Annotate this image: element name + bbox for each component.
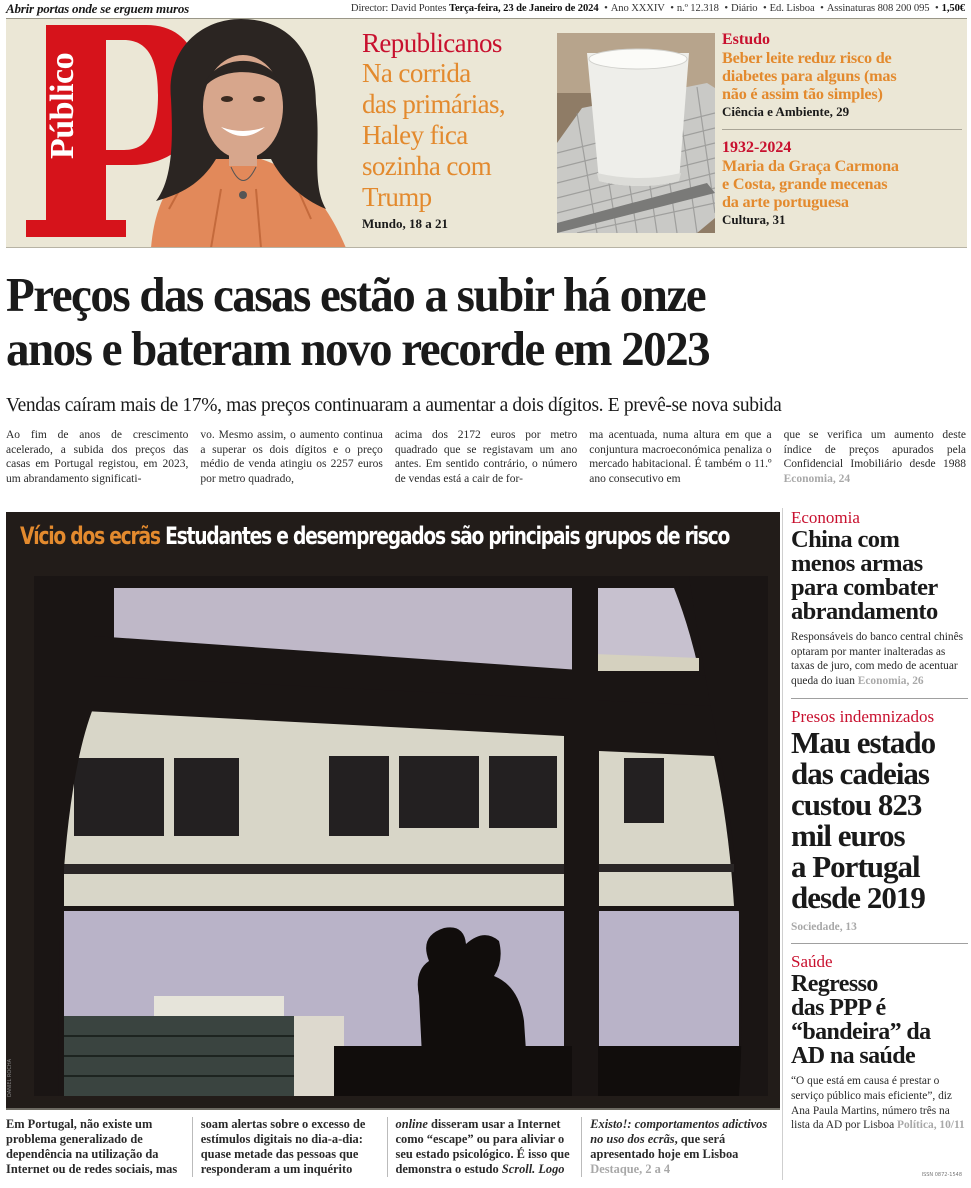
feature-kicker: Vício dos ecrãs xyxy=(20,522,160,550)
feature-panel xyxy=(6,512,780,1108)
divider xyxy=(6,1108,780,1110)
body-column: Ao fim de anos de crescimento acelerado, a subida dos preços das casas em Portugal registou, em 2023, um abrandamento significati- xyxy=(6,429,189,485)
issue-year: Ano XXXIV xyxy=(610,3,665,14)
sidebar-kicker: Saúde xyxy=(791,952,833,972)
sidebar-story-health[interactable] xyxy=(791,952,968,1132)
feature-body-columns xyxy=(6,1117,776,1177)
teaser-headline: Beber leite reduz risco de diabetes para alguns (mas não é assim tão simples) xyxy=(722,49,897,103)
teaser-page-ref: Mundo, 18 a 21 xyxy=(362,216,448,231)
sidebar-headline: China com menos armas para combater abrandamento xyxy=(791,526,938,625)
body-column: acima dos 2172 euros por metro quadrado que se registavam um ano antes. Em sentido contrário, o número de vendas está a cair de for- xyxy=(394,429,578,485)
milk-glass-photo[interactable] xyxy=(557,33,715,233)
sidebar-page-ref[interactable]: Política, 10/11 xyxy=(897,1119,965,1132)
teaser-page-ref: Ciência e Ambiente, 29 xyxy=(722,104,850,119)
sidebar-body: “O que está em causa é prestar o serviço público mais eficiente”, diz Ana Paula Martins, número três na lista da AD por Lisboa Política, 10/11 xyxy=(791,1075,965,1132)
issue-number: n.º 12.318 xyxy=(676,3,719,14)
teaser-obituary[interactable] xyxy=(722,139,962,228)
teaser-kicker: 1932-2024 xyxy=(722,139,792,156)
sidebar-story-prisons[interactable] xyxy=(791,707,968,933)
lead-page-ref[interactable]: Economia, 24 xyxy=(783,472,851,485)
feature-title[interactable] xyxy=(20,522,729,550)
sidebar-body: Responsáveis do banco central chinês optaram por manter inalteradas as taxas de juro, com medo de acentuar queda do iuan Economia, 26 xyxy=(791,631,964,687)
teaser-page-ref: Cultura, 31 xyxy=(722,212,786,227)
feature-headline: Estudantes e desempregados são principais grupos de risco xyxy=(165,522,730,550)
director: Director: David Pontes xyxy=(350,3,447,14)
sidebar-kicker: Economia xyxy=(791,508,860,527)
sidebar-headline: Regresso das PPP é “bandeira” da AD na saúde xyxy=(791,971,931,1070)
teaser-haley[interactable] xyxy=(362,29,558,232)
teaser-headline: Na corrida das primárias, Haley fica sozinha com Trump xyxy=(362,58,506,212)
teaser-headline: Maria da Graça Carmona e Costa, grande mecenas da arte portuguesa xyxy=(722,157,899,211)
lead-body-columns xyxy=(6,428,966,486)
sidebar-column xyxy=(782,508,968,1180)
lead-headline[interactable]: Preços das casas estão a subir há onze anos e bateram novo recorde em 2023 xyxy=(6,267,710,376)
sidebar-page-ref[interactable]: Economia, 26 xyxy=(857,674,924,687)
issue-edition: Ed. Lisboa xyxy=(769,3,815,14)
publico-wordmark: Público xyxy=(44,52,81,159)
subscriptions-phone: Assinaturas 808 200 095 xyxy=(826,3,930,14)
body-column: Em Portugal, não existe um problema generalizado de dependência na utilização da Internet ou de redes sociais, mas xyxy=(6,1117,178,1176)
lead-deck: Vendas caíram mais de 17%, mas preços continuaram a aumentar a dois dígitos. E prevê-se nova subida xyxy=(6,395,782,416)
divider xyxy=(791,943,968,944)
body-column: online disseram usar a Internet como “escape” ou para aliviar o seu estado psicológico. É isso que demonstra o estudo Scroll. Logo xyxy=(387,1117,582,1177)
body-column: Existo!: comportamentos adictivos no uso dos ecrãs, que será apresentado hoje em Lisboa Destaque, 2 a 4 xyxy=(581,1117,776,1177)
teaser-milk-study[interactable] xyxy=(722,31,962,120)
haley-portrait-photo[interactable] xyxy=(111,19,359,248)
sidebar-story-china[interactable] xyxy=(791,508,968,688)
teaser-side-stack xyxy=(722,31,962,228)
price: 1,50€ xyxy=(941,3,965,14)
body-column: que se verifica um aumento deste índice de preços apurados pela Confidencial Imobiliário desde 1988 Economia, 24 xyxy=(783,429,967,485)
sidebar-headline: Mau estado das cadeias custou 823 mil euros a Portugal desde 2019 xyxy=(791,725,936,916)
issue-frequency: Diário xyxy=(731,3,758,14)
issue-date: Terça-feira, 23 de Janeiro de 2024 xyxy=(448,3,599,14)
masthead-band xyxy=(6,18,967,248)
top-bar xyxy=(0,0,971,17)
divider xyxy=(722,129,962,130)
issue-meta: Director: David Pontes Terça-feira, 23 de Janeiro de 2024 • Ano XXXIV • n.º 12.318 • Diário • Ed. Lisboa • Assinaturas 808 200 095 • 1,50€ xyxy=(350,3,965,14)
divider xyxy=(791,698,968,699)
teaser-kicker: Estudo xyxy=(722,31,771,48)
teaser-kicker: Republicanos xyxy=(362,28,502,58)
motto: Abrir portas onde se erguem muros xyxy=(6,0,190,16)
body-column: vo. Mesmo assim, o aumento continua a superar os dois dígitos e o preço médio de venda atingiu os 2257 euros por metro quadrado, xyxy=(200,429,383,485)
feature-page-ref[interactable]: Destaque, 2 a 4 xyxy=(590,1162,671,1176)
silhouette-window-photo[interactable] xyxy=(34,576,768,1096)
photo-credit: DANIEL ROCHA xyxy=(7,1058,13,1097)
sidebar-kicker: Presos indemnizados xyxy=(791,707,935,727)
issn-code: ISSN 0872-1548 xyxy=(921,1172,962,1178)
body-column: soam alertas sobre o excesso de estímulos digitais no dia-a-dia: quase metade das pessoas que responderam a um inquérito xyxy=(192,1117,387,1177)
body-column: ma acentuada, numa altura em que a conjuntura macroeconómica penaliza o mercado habitacional. É também o 11.º ano consecutivo em xyxy=(589,429,772,485)
sidebar-page-ref[interactable]: Sociedade, 13 xyxy=(791,921,857,934)
